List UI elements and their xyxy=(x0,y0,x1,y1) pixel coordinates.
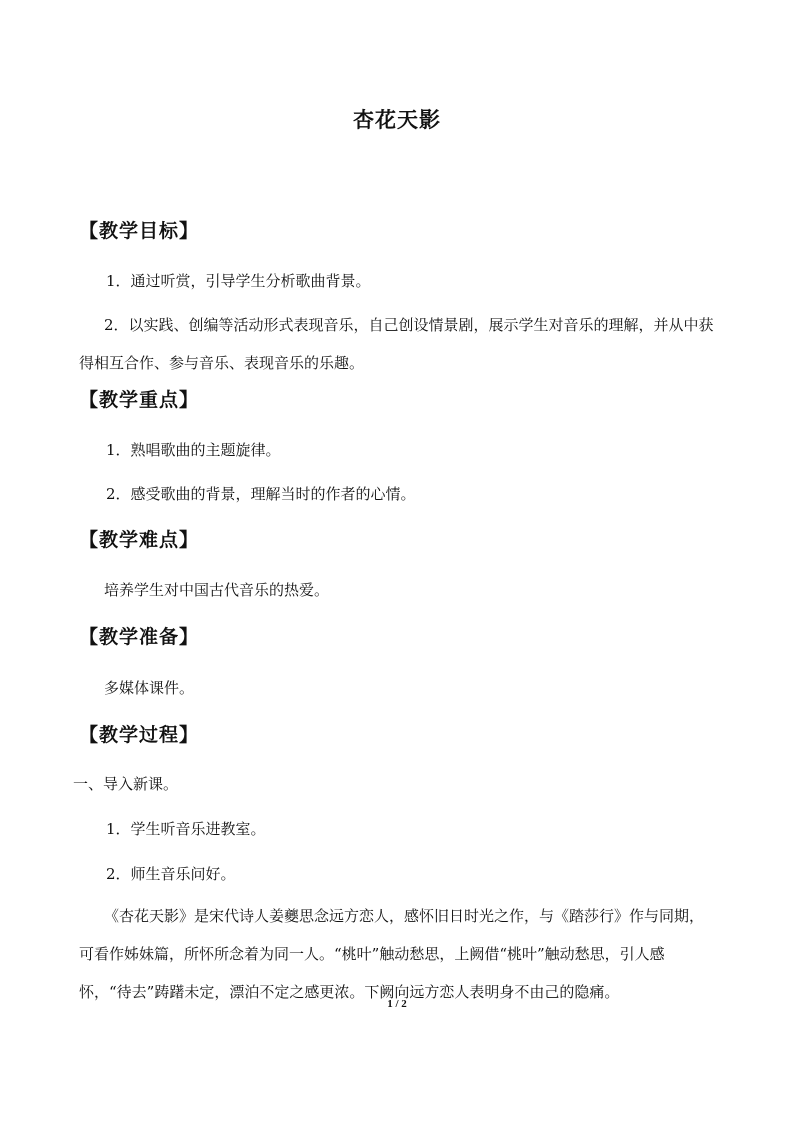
heading-preparation: 【教学准备】 xyxy=(79,626,200,648)
page-number-footer: 1 / 2 xyxy=(387,998,407,1010)
preparation-text: 多媒体课件。 xyxy=(104,679,195,697)
goal-item-1: 1．通过听赏，引导学生分析歌曲背景。 xyxy=(106,272,371,290)
process-step-1-item-2: 2．师生音乐问好。 xyxy=(106,865,236,883)
process-step-1-item-1: 1．学生听音乐进教室。 xyxy=(106,820,266,838)
difficulties-text: 培养学生对中国古代音乐的热爱。 xyxy=(104,581,330,599)
heading-key-points: 【教学重点】 xyxy=(79,389,200,411)
process-step-1-title: 一、导入新课。 xyxy=(73,775,179,793)
key-point-item-1: 1．熟唱歌曲的主题旋律。 xyxy=(106,441,281,459)
intro-paragraph: 《杏花天影》是宋代诗人姜夔思念远方恋人，感怀旧日时光之作，与《踏莎行》作与同期，可看作姊妹篇，所怀所念着为同一人。“桃叶”触动愁思，上阙借“桃叶”触动愁思，引人感怀，“待去”踌躇未定，漂泊不定之感更浓。下阙向远方恋人表明身不由己的隐痛。 xyxy=(79,907,705,1001)
key-point-item-2: 2．感受歌曲的背景，理解当时的作者的心情。 xyxy=(106,485,416,503)
document-title: 杏花天影 xyxy=(353,108,441,132)
goal-item-2: 2．以实践、创编等活动形式表现音乐，自己创设情景剧，展示学生对音乐的理解，并从中获得相互合作、参与音乐、表现音乐的乐趣。 xyxy=(79,316,714,372)
heading-teaching-goals: 【教学目标】 xyxy=(79,220,200,242)
heading-teaching-process: 【教学过程】 xyxy=(79,724,200,746)
heading-difficulties: 【教学难点】 xyxy=(79,529,200,551)
